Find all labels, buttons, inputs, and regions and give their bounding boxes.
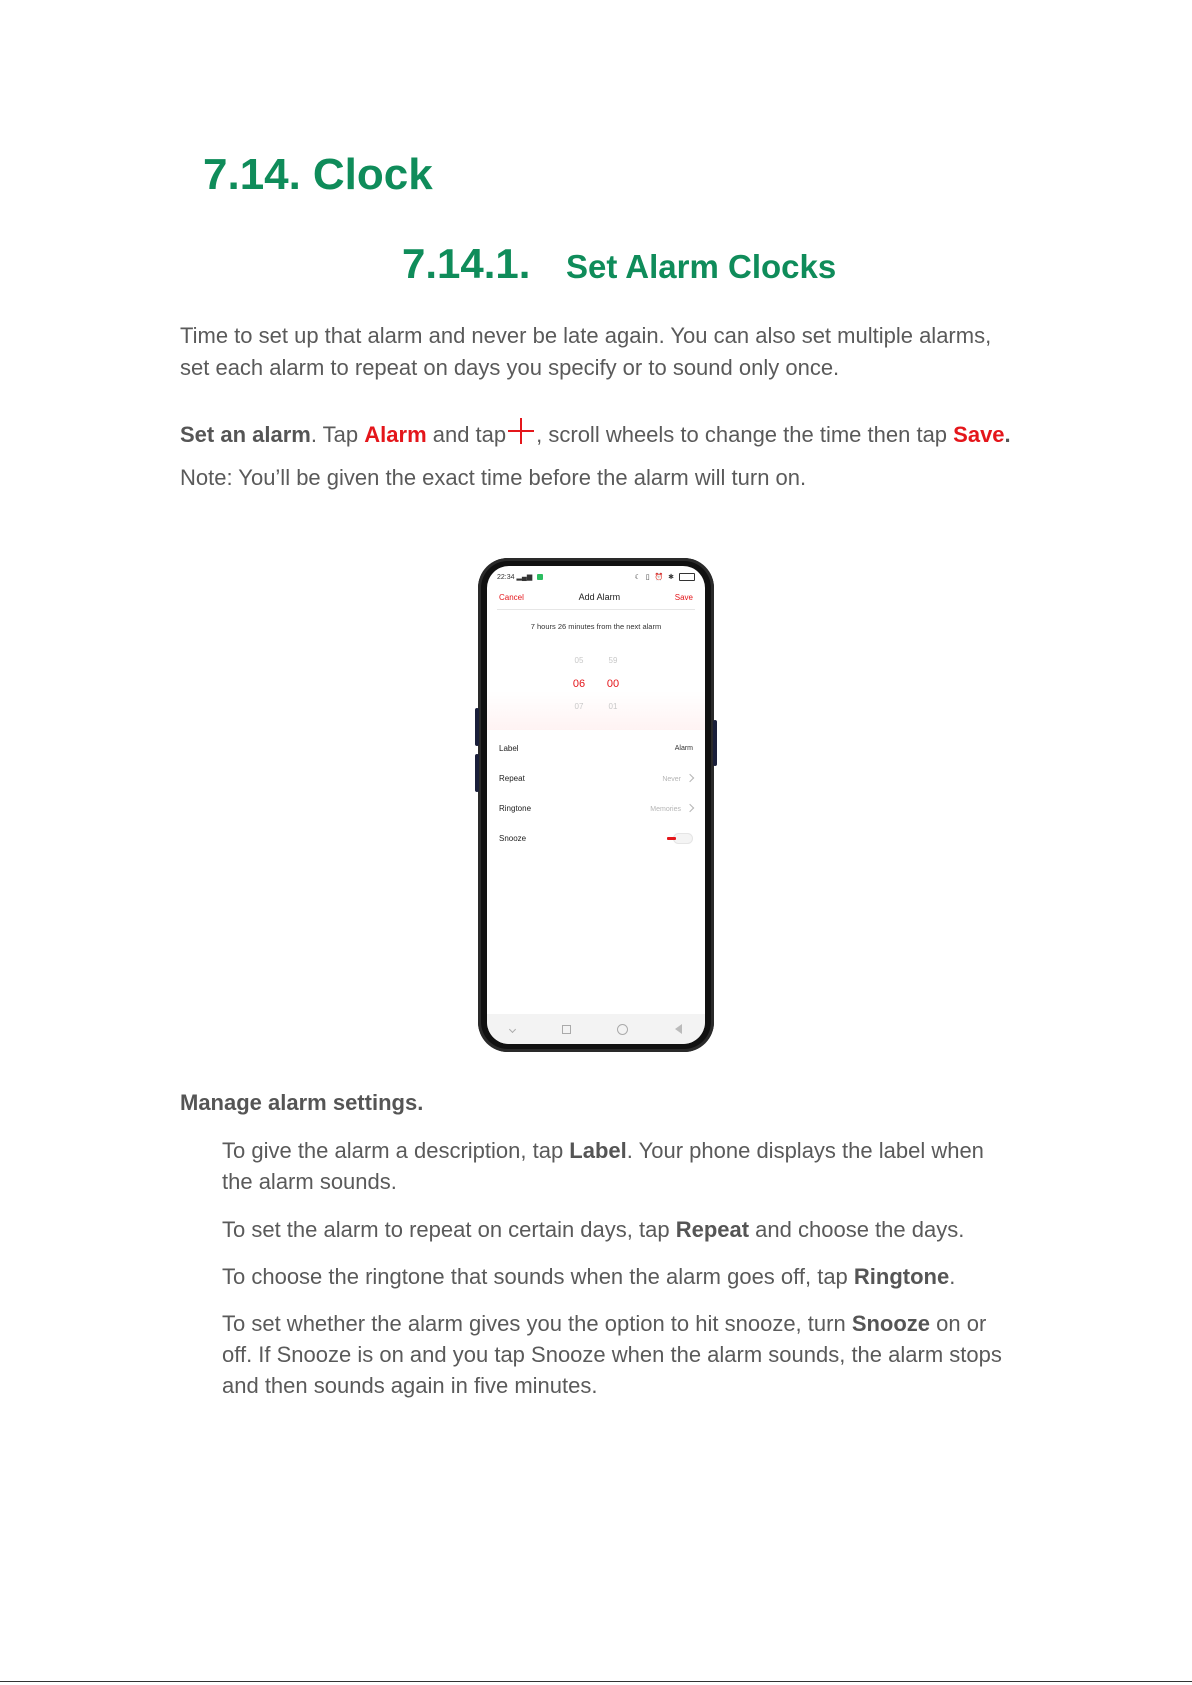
minute-prev: 59 [608,656,618,665]
intro-line: Time to set up that alarm and never be late again. You can also set multiple alarms, [180,323,992,348]
minute-selected[interactable]: 00 [606,678,620,690]
instruction-paragraph [180,418,1020,451]
setting-ringtone-row[interactable] [499,798,693,818]
status-time: 22:34 [497,574,515,581]
body-text: To choose the ringtone that sounds when the alarm goes off, tap [222,1264,854,1289]
cancel-button[interactable]: Cancel [499,592,524,602]
alarm-keyword: Alarm [364,422,427,447]
recents-icon[interactable] [562,1025,571,1034]
manage-item-repeat [222,1214,1022,1245]
manage-item-ringtone [222,1261,1022,1292]
setting-value: Alarm [674,744,693,752]
body-text: . [949,1264,956,1289]
intro-line: set each alarm to repeat on days you specify or to sound only once. [180,355,840,380]
section-number: 7.14. [203,150,301,199]
footer-divider [0,1681,1192,1682]
time-wheel[interactable] [487,644,705,730]
keyword-ringtone: Ringtone [853,1264,950,1289]
body-text: off. If Snooze is on and you tap Snooze when the alarm sounds, the alarm stops [222,1342,1002,1367]
snooze-toggle[interactable] [673,833,693,844]
setting-name: Label [499,743,519,753]
setting-name: Snooze [499,833,527,843]
hour-prev: 05 [574,656,584,665]
signal-icon: ▂▄▆ [516,574,533,581]
body-text: . Your phone displays the label when [626,1138,984,1163]
chevron-right-icon [686,804,694,812]
manage-heading: Manage alarm settings. [180,1090,424,1115]
save-button[interactable]: Save [674,592,693,602]
moon-icon: ☾ [634,573,641,581]
keyword-label: Label [569,1138,627,1163]
vibrate-icon: ▯ [645,573,650,581]
wheel-row-prev [487,656,705,665]
power-button [713,720,717,766]
setting-value: Never [662,775,681,783]
body-text: To set whether the alarm gives you the option to hit snooze, turn [222,1311,852,1336]
next-alarm-countdown: 7 hours 26 minutes from the next alarm [530,622,662,631]
manage-item-label [222,1135,1022,1197]
instruction-text: . [1004,422,1011,447]
setting-name: Repeat [499,773,525,783]
section-heading [203,150,433,200]
screen-title: Add Alarm [578,592,621,602]
phone-mockup [478,558,714,1052]
volume-button [475,708,479,746]
divider [497,609,695,610]
plus-icon [508,418,534,444]
body-text: and then sounds again in five minutes. [222,1373,598,1398]
wheel-row-selected [487,678,705,690]
note-paragraph: Note: You’ll be given the exact time before the alarm will turn on. [180,465,807,490]
bluetooth-icon: ✱ [668,573,675,581]
instruction-text: and tap [426,422,507,447]
wheel-row-next [487,702,705,711]
setting-label-row[interactable] [499,738,693,758]
home-icon[interactable] [617,1024,628,1035]
phone-screen [487,566,705,1044]
system-nav-bar [487,1014,705,1044]
hour-next: 07 [574,702,584,711]
instruction-text: , scroll wheels to change the time then tap [536,422,954,447]
notification-icon [537,574,543,580]
setting-value: Memories [650,805,681,813]
setting-name: Ringtone [499,803,532,813]
app-navbar [499,590,693,604]
keyword-snooze: Snooze [851,1311,931,1336]
back-icon[interactable] [675,1024,682,1034]
manage-item-snooze [222,1308,1022,1401]
alarm-icon: ⏰ [654,573,664,581]
section-title: Clock [312,150,433,199]
body-text: the alarm sounds. [222,1169,397,1194]
subsection-title: Set Alarm Clocks [566,248,837,285]
body-text: To give the alarm a description, tap [222,1138,570,1163]
volume-button [475,754,479,792]
instruction-lead: Set an alarm [180,422,311,447]
status-bar [497,571,695,583]
body-text: To set the alarm to repeat on certain days, tap [222,1217,676,1242]
body-text: and choose the days. [749,1217,965,1242]
save-keyword: Save [953,422,1005,447]
chevron-down-icon[interactable] [509,1025,516,1032]
body-text: on or [930,1311,987,1336]
minute-next: 01 [608,702,618,711]
setting-repeat-row[interactable] [499,768,693,788]
chevron-right-icon [686,774,694,782]
subsection-number: 7.14.1. [402,240,531,287]
keyword-repeat: Repeat [675,1217,750,1242]
battery-icon [679,573,695,581]
instruction-text: . Tap [310,422,365,447]
setting-snooze-row [499,828,693,848]
intro-paragraph [180,320,1020,384]
hour-selected[interactable]: 06 [572,678,586,690]
